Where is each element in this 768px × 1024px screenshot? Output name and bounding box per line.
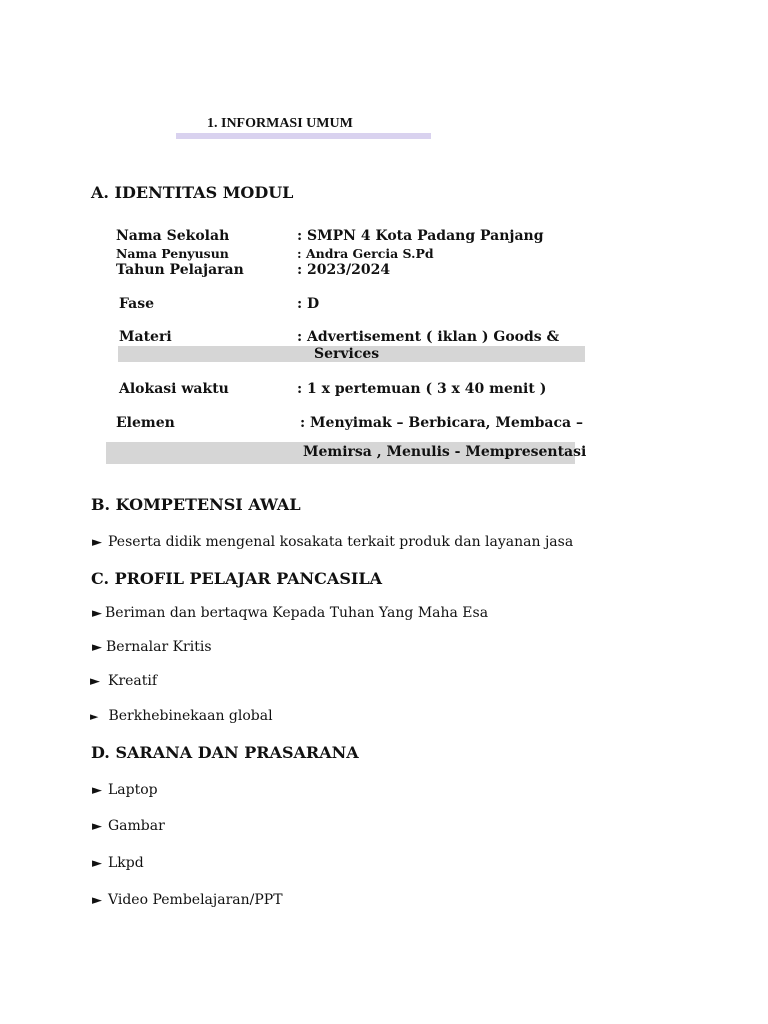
value-nama-sekolah: : SMPN 4 Kota Padang Panjang [297, 228, 544, 244]
title-accent-bar [176, 133, 431, 139]
list-item: ► Laptop [92, 782, 158, 798]
bullet-arrow-icon: ► [92, 606, 102, 621]
value-elemen: : Menyimak – Berbicara, Membaca – [300, 415, 583, 431]
label-fase: Fase [119, 296, 155, 312]
bullet-arrow-icon: ► [92, 819, 102, 834]
list-item: ► Video Pembelajaran/PPT [92, 892, 283, 908]
section-b-heading: B. KOMPETENSI AWAL [91, 495, 301, 514]
bullet-arrow-icon: ► [92, 640, 102, 655]
label-nama-sekolah: Nama Sekolah [116, 228, 230, 244]
list-item: ► Beriman dan bertaqwa Kepada Tuhan Yang Maha Esa [92, 605, 489, 621]
list-item: ► Berkhebinekaan global [90, 708, 273, 724]
value-fase: : D [297, 296, 320, 312]
label-elemen: Elemen [116, 415, 175, 431]
value-materi-continued: Services [314, 346, 380, 362]
document-title: 1. INFORMASI UMUM [207, 116, 353, 131]
list-item: ► Bernalar Kritis [92, 639, 212, 655]
value-materi: : Advertisement ( iklan ) Goods & [297, 329, 560, 345]
bullet-arrow-icon: ► [92, 783, 102, 798]
list-item: ► Kreatif [90, 673, 158, 689]
bullet-arrow-icon: ► [92, 893, 102, 908]
bullet-arrow-icon: ► [92, 856, 102, 871]
bullet-arrow-icon: ► [90, 674, 100, 689]
section-c-heading: C. PROFIL PELAJAR PANCASILA [91, 569, 383, 588]
label-nama-penyusun: Nama Penyusun [116, 246, 229, 261]
list-item: ► Gambar [92, 818, 165, 834]
label-alokasi-waktu: Alokasi waktu [119, 381, 229, 397]
section-a-heading: A. IDENTITAS MODUL [91, 183, 294, 202]
label-tahun-pelajaran: Tahun Pelajaran [116, 262, 244, 278]
list-item: ► Lkpd [92, 855, 144, 871]
bullet-arrow-icon: ► [92, 535, 102, 550]
list-item: ► Peserta didik mengenal kosakata terkait produk dan layanan jasa [92, 534, 574, 550]
bullet-arrow-icon: ► [90, 710, 99, 723]
value-elemen-continued: Memirsa , Menulis - Mempresentasi [303, 444, 587, 460]
value-nama-penyusun: : Andra Gercia S.Pd [297, 246, 434, 261]
value-tahun-pelajaran: : 2023/2024 [297, 262, 391, 278]
label-materi: Materi [119, 329, 172, 345]
value-alokasi-waktu: : 1 x pertemuan ( 3 x 40 menit ) [297, 381, 547, 397]
section-d-heading: D. SARANA DAN PRASARANA [91, 743, 359, 762]
